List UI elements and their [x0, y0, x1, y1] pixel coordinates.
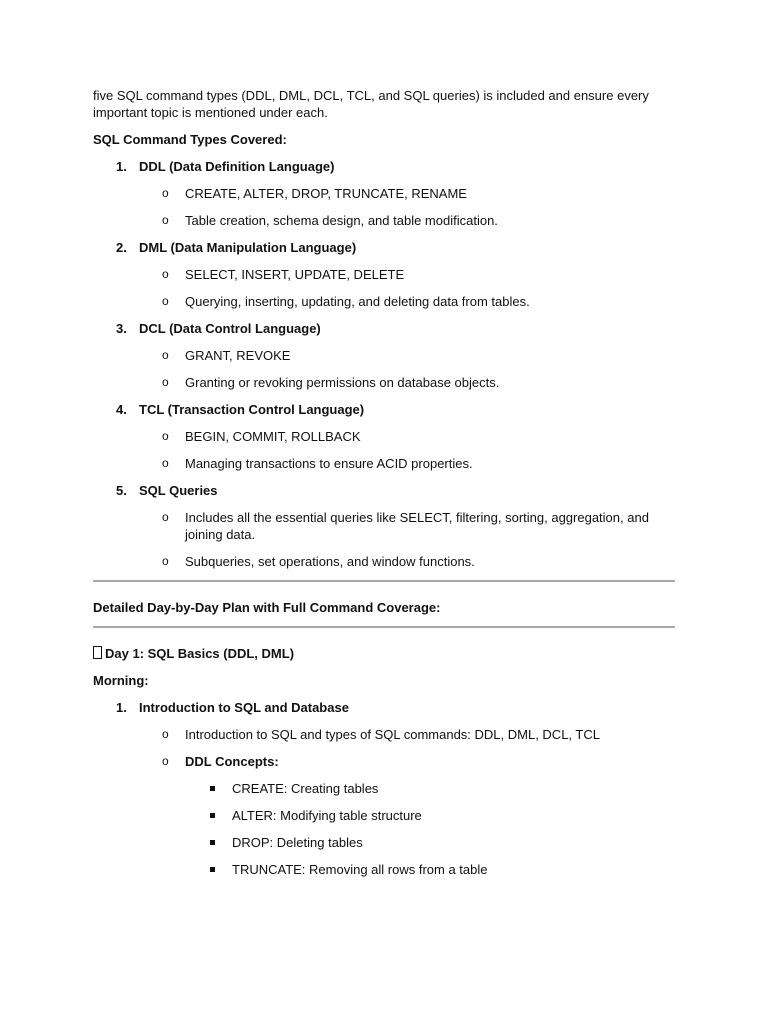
command-type-title: TCL (Transaction Control Language)	[139, 402, 365, 417]
command-type-title: SQL Queries	[139, 483, 218, 498]
list-number: 5.	[116, 483, 127, 498]
command-type-dcl	[93, 320, 675, 337]
bullet-marker: o	[162, 754, 169, 768]
morning-label: Morning:	[93, 673, 149, 688]
plan-heading: Detailed Day-by-Day Plan with Full Command Coverage:	[93, 600, 441, 615]
square-bullet-icon	[210, 867, 215, 872]
day1-heading	[93, 645, 675, 662]
list-item	[93, 861, 675, 878]
list-item-text: Granting or revoking permissions on database objects.	[185, 375, 500, 390]
bullet-marker: o	[162, 213, 169, 227]
command-type-title: DML (Data Manipulation Language)	[139, 240, 357, 255]
bullet-marker: o	[162, 429, 169, 443]
bullet-marker: o	[162, 267, 169, 281]
list-item-text: CREATE: Creating tables	[232, 781, 379, 796]
list-item-text: BEGIN, COMMIT, ROLLBACK	[185, 429, 361, 444]
list-item-text: SELECT, INSERT, UPDATE, DELETE	[185, 267, 405, 282]
list-item	[93, 455, 675, 472]
list-number: 1.	[116, 700, 127, 715]
day1-item-title: Introduction to SQL and Database	[139, 700, 349, 715]
list-number: 4.	[116, 402, 127, 417]
command-types-heading: SQL Command Types Covered:	[93, 132, 287, 147]
bullet-marker: o	[162, 186, 169, 200]
square-bullet-icon	[210, 786, 215, 791]
list-item-text: Table creation, schema design, and table modification.	[185, 213, 498, 228]
list-item-text: Querying, inserting, updating, and deleting data from tables.	[185, 294, 530, 309]
square-bullet-icon	[210, 813, 215, 818]
list-item	[93, 185, 675, 202]
intro-paragraph: five SQL command types (DDL, DML, DCL, TCL, and SQL queries) is included and ensure every important topic is mentioned under each.	[93, 88, 649, 120]
command-type-title: DDL (Data Definition Language)	[139, 159, 335, 174]
command-type-dml	[93, 239, 675, 256]
horizontal-rule	[93, 580, 675, 582]
day1-item-intro	[93, 699, 675, 716]
list-item	[93, 726, 675, 743]
command-type-title: DCL (Data Control Language)	[139, 321, 321, 336]
ddl-concepts-label: DDL Concepts:	[185, 754, 279, 769]
list-item	[93, 834, 675, 851]
list-item	[93, 347, 675, 364]
list-item	[93, 212, 675, 229]
list-item	[93, 780, 675, 797]
list-item	[93, 293, 675, 310]
list-item-text: Managing transactions to ensure ACID properties.	[185, 456, 473, 471]
bullet-marker: o	[162, 456, 169, 470]
list-number: 3.	[116, 321, 127, 336]
list-item-ddl-concepts	[93, 753, 675, 770]
list-number: 2.	[116, 240, 127, 255]
list-item-text: DROP: Deleting tables	[232, 835, 363, 850]
bullet-marker: o	[162, 375, 169, 389]
bullet-marker: o	[162, 727, 169, 741]
document-page	[93, 87, 675, 888]
list-number: 1.	[116, 159, 127, 174]
horizontal-rule	[93, 626, 675, 628]
bullet-marker: o	[162, 294, 169, 308]
list-item-text: Includes all the essential queries like SELECT, filtering, sorting, aggregation, and joining data.	[185, 510, 649, 542]
bullet-marker: o	[162, 554, 169, 568]
list-item-text: Introduction to SQL and types of SQL commands: DDL, DML, DCL, TCL	[185, 727, 600, 742]
list-item	[93, 509, 675, 543]
square-bullet-icon	[210, 840, 215, 845]
list-item	[93, 553, 675, 570]
list-item	[93, 807, 675, 824]
list-item	[93, 266, 675, 283]
day1-heading-text: Day 1: SQL Basics (DDL, DML)	[105, 646, 295, 661]
list-item-text: ALTER: Modifying table structure	[232, 808, 422, 823]
command-type-ddl	[93, 158, 675, 175]
list-item-text: TRUNCATE: Removing all rows from a table	[232, 862, 488, 877]
bullet-marker: o	[162, 510, 169, 524]
list-item-text: GRANT, REVOKE	[185, 348, 291, 363]
list-item	[93, 428, 675, 445]
missing-glyph-icon	[93, 646, 102, 659]
bullet-marker: o	[162, 348, 169, 362]
command-type-tcl	[93, 401, 675, 418]
list-item	[93, 374, 675, 391]
list-item-text: CREATE, ALTER, DROP, TRUNCATE, RENAME	[185, 186, 467, 201]
list-item-text: Subqueries, set operations, and window functions.	[185, 554, 475, 569]
command-type-sql-queries	[93, 482, 675, 499]
